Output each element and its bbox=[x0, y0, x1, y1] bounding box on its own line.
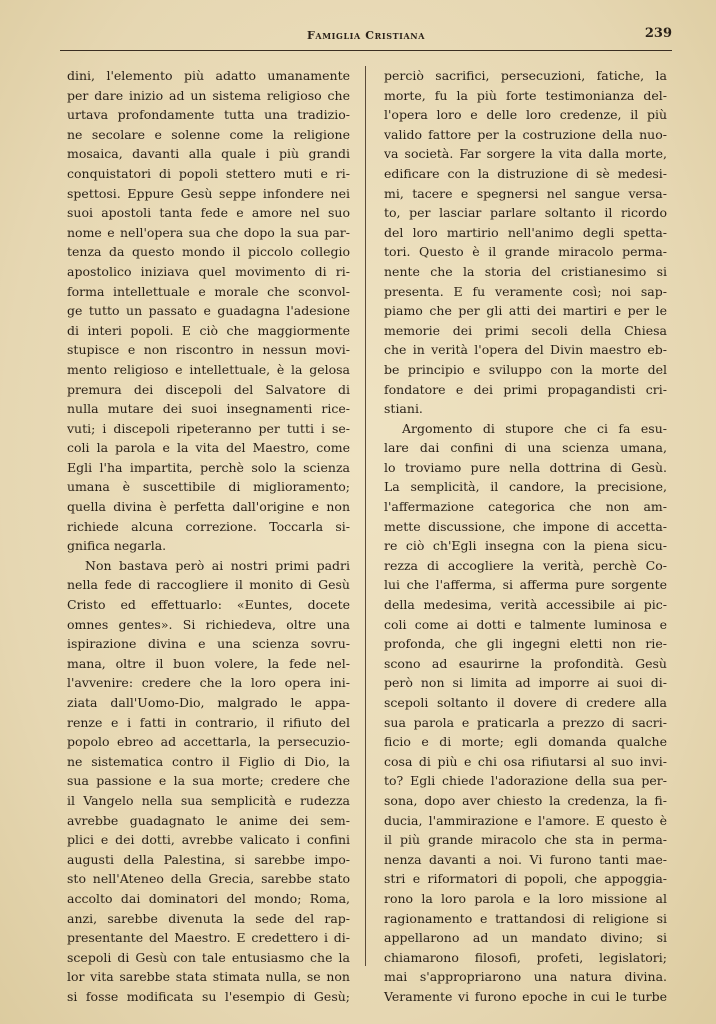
text-line: della medesima, verità accessibile ai pic- bbox=[384, 597, 667, 613]
text-line: morte, fu la più forte testimonianza del- bbox=[384, 87, 667, 103]
text-line: mi, tacere e spegnersi nel sangue versa- bbox=[384, 185, 667, 201]
text-line: sona, dopo aver chiesto la credenza, la fi- bbox=[384, 792, 667, 808]
text-line: quella divina è perfetta dall'origine e non bbox=[67, 499, 350, 515]
text-line: nome e nell'opera sua che dopo la sua par- bbox=[67, 224, 350, 240]
text-line: scepoli di Gesù con tale entusiasmo che la bbox=[67, 949, 350, 965]
text-line: profonda, che gli ingegni eletti non rie- bbox=[384, 636, 667, 652]
text-line: presenta. E fu veramente così; noi sap- bbox=[384, 283, 667, 299]
text-line: lare dai confini di una scienza umana, bbox=[384, 440, 667, 456]
text-line: ducia, l'ammirazione e l'amore. E questo è bbox=[384, 812, 667, 828]
text-line: nulla mutare dei suoi insegnamenti rice- bbox=[67, 401, 350, 417]
text-line: nente che la storia del cristianesimo si bbox=[384, 263, 667, 279]
text-line: per dare inizio ad un sistema religioso che bbox=[67, 87, 350, 103]
text-line: il più grande miracolo che sta in perma- bbox=[384, 832, 667, 848]
text-line: to, per lasciar parlare soltanto il ricordo bbox=[384, 205, 667, 221]
text-line: cosa di più e chi osa rifiutarsi al suo invi- bbox=[384, 753, 667, 769]
text-line: mana, oltre il buon volere, la fede nel- bbox=[67, 655, 350, 671]
text-line: l'affermazione categorica che non am- bbox=[384, 499, 667, 515]
text-line: gnifica negarla. bbox=[67, 538, 167, 554]
text-line: ficio e di morte; egli domanda qualche bbox=[384, 734, 667, 750]
text-line: mette discussione, che impone di accetta- bbox=[384, 518, 667, 534]
text-line: mai s'appropriarono una natura divina. bbox=[384, 969, 667, 985]
right-text-column bbox=[384, 66, 667, 1007]
text-line: nenza davanti a noi. Vi furono tanti mae- bbox=[384, 851, 667, 867]
text-line: fondatore e dei primi propagandisti cri- bbox=[384, 381, 667, 397]
text-line: urtava profondamente tutta una tradizio- bbox=[67, 107, 350, 123]
text-line: ne secolare e solenne come la religione bbox=[67, 126, 350, 142]
text-line: ziata dall'Uomo-Dio, malgrado le appa- bbox=[67, 695, 350, 710]
text-line: scepoli soltanto il dovere di credere alla bbox=[384, 695, 667, 710]
text-line: premura dei discepoli del Salvatore di bbox=[67, 381, 350, 397]
text-line: lui che l'afferma, si afferma pure sorgente bbox=[384, 577, 667, 593]
text-line: Cristo ed effettuarlo: «Euntes, docete bbox=[67, 597, 350, 613]
text-line: suoi apostoli tanta fede e amore nel suo bbox=[67, 205, 350, 221]
text-line: conquistatori di popoli stettero muti e ri- bbox=[67, 165, 350, 181]
column-divider bbox=[365, 66, 366, 966]
text-line: apostolico iniziava quel movimento di ri- bbox=[67, 263, 350, 279]
text-line: di interi popoli. E ciò che maggiormente bbox=[67, 322, 350, 338]
text-line: popolo ebreo ad accettarla, la persecuzio- bbox=[67, 734, 350, 750]
text-line: chiamarono filosofi, profeti, legislatori; bbox=[384, 949, 667, 965]
text-line: mosaica, davanti alla quale i più grandi bbox=[67, 146, 350, 162]
page-number: 239 bbox=[644, 26, 672, 41]
text-line: Argomento di stupore che ci fa esu- bbox=[402, 420, 667, 436]
text-line: stiani. bbox=[384, 401, 423, 417]
text-line: rezza di accogliere la verità, perchè Co- bbox=[384, 557, 667, 573]
text-line: Non bastava però ai nostri primi padri bbox=[85, 557, 350, 573]
text-line: presentante del Maestro. E credettero i di- bbox=[67, 930, 350, 946]
text-line: renze e i fatti in contrario, il rifiuto del bbox=[67, 714, 350, 730]
text-line: anzi, sarebbe divenuta la sede del rap- bbox=[67, 910, 350, 926]
text-line: to? Egli chiede l'adorazione della sua per- bbox=[384, 773, 667, 789]
text-line: perciò sacrifici, persecuzioni, fatiche, la bbox=[384, 68, 667, 83]
text-line: stri e riformatori di popoli, che appoggia- bbox=[384, 871, 667, 887]
text-line: stupisce e non riscontro in nessun movi- bbox=[67, 342, 350, 358]
text-line: memorie dei primi secoli della Chiesa bbox=[384, 322, 667, 338]
text-line: omnes gentes». Si richiedeva, oltre una bbox=[67, 616, 350, 632]
text-line: sto nell'Ateneo della Grecia, sarebbe stato bbox=[67, 871, 350, 887]
text-line: rono la loro parola e la loro missione al bbox=[384, 890, 667, 906]
running-title: Famiglia Cristiana bbox=[307, 29, 425, 42]
text-line: ge tutto un passato e guadagna l'adesione bbox=[67, 303, 350, 319]
text-line: però non si limita ad imporre ai suoi di- bbox=[384, 675, 667, 691]
text-line: be principio e sviluppo con la morte del bbox=[384, 361, 667, 377]
text-line: coli come ai dotti e talmente luminosa e bbox=[384, 616, 667, 632]
text-line: lor vita sarebbe stata stimata nulla, se non bbox=[67, 969, 350, 985]
left-text-column bbox=[67, 66, 350, 1007]
text-line: richiede alcuna correzione. Toccarla si- bbox=[67, 518, 350, 534]
text-line: coli la parola e la vita del Maestro, come bbox=[67, 440, 350, 456]
text-line: edificare con la distruzione di sè medesi- bbox=[384, 165, 667, 181]
text-line: augusti della Palestina, si sarebbe impo- bbox=[67, 851, 350, 867]
text-line: plici e dei dotti, avrebbe valicato i confini bbox=[67, 832, 350, 848]
text-line: l'avvenire: credere che la loro opera ini- bbox=[67, 675, 350, 691]
text-line: dini, l'elemento più adatto umanamente bbox=[67, 68, 350, 83]
text-line: Veramente vi furono epoche in cui le turbe bbox=[384, 988, 667, 1004]
text-line: piamo che per gli atti dei martiri e per le bbox=[384, 303, 667, 319]
text-line: lo troviamo pure nella dottrina di Gesù. bbox=[384, 459, 667, 475]
text-line: si fosse modificata su l'esempio di Gesù; bbox=[67, 988, 350, 1004]
text-line: umana è suscettibile di miglioramento; bbox=[67, 479, 350, 495]
text-line: del loro martirio nell'animo degli spetta- bbox=[384, 224, 667, 240]
text-line: avrebbe guadagnato le anime dei sem- bbox=[67, 812, 350, 828]
text-line: mento religioso e intellettuale, è la gelosa bbox=[67, 361, 350, 377]
page-header bbox=[60, 26, 672, 46]
text-line: forma intellettuale e morale che sconvol- bbox=[67, 283, 350, 299]
text-line: spettosi. Eppure Gesù seppe infondere nei bbox=[67, 185, 350, 201]
text-line: Egli l'ha impartita, perchè solo la scienza bbox=[67, 459, 350, 475]
text-line: ragionamento e trattandosi di religione si bbox=[384, 910, 667, 926]
text-line: valido fattore per la costruzione della nuo- bbox=[384, 126, 667, 142]
text-line: il Vangelo nella sua semplicità e rudezza bbox=[67, 792, 350, 808]
text-line: re ciò ch'Egli insegna con la piena sicu- bbox=[384, 538, 667, 554]
text-line: che in verità l'opera del Divin maestro eb- bbox=[384, 342, 667, 358]
text-line: va società. Far sorgere la vita dalla morte, bbox=[384, 146, 667, 162]
text-line: ispirazione divina e una scienza sovru- bbox=[67, 636, 350, 652]
text-line: tenza da questo mondo il piccolo collegio bbox=[67, 244, 350, 260]
text-line: La semplicità, il candore, la precisione, bbox=[384, 479, 667, 495]
text-line: ne sistematica contro il Figlio di Dio, la bbox=[67, 753, 350, 769]
text-line: sua parola e praticarla a prezzo di sacri- bbox=[384, 714, 667, 730]
text-line: sua passione e la sua morte; credere che bbox=[67, 773, 350, 789]
text-line: tori. Questo è il grande miracolo perma- bbox=[384, 244, 667, 260]
text-line: accolto dai dominatori del mondo; Roma, bbox=[67, 890, 350, 906]
text-line: l'opera loro e delle loro credenze, il più bbox=[384, 107, 667, 123]
text-line: nella fede di raccogliere il monito di Gesù bbox=[67, 577, 350, 593]
text-line: vuti; i discepoli ripeteranno per tutti i se- bbox=[67, 420, 350, 436]
text-line: appellarono ad un mandato divino; si bbox=[384, 930, 667, 946]
header-rule bbox=[60, 50, 672, 51]
text-line: scono ad esaurirne la profondità. Gesù bbox=[384, 655, 667, 671]
